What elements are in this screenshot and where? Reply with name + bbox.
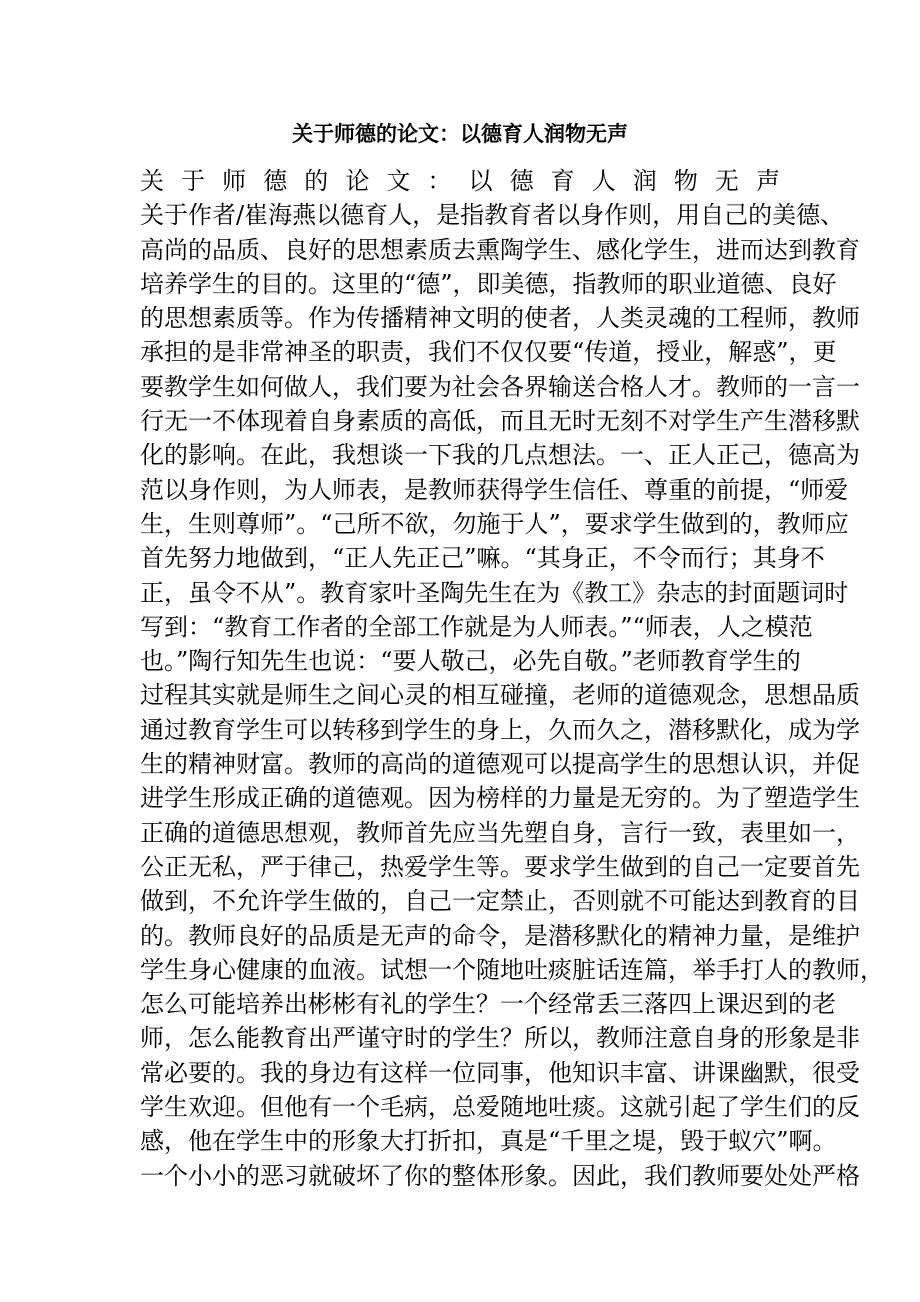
document-title: 关于师德的论文：以德育人润物无声	[292, 122, 628, 146]
body-line: 关于作者/崔海燕以德育人，是指教育者以身作则，用自己的美德、	[140, 201, 845, 230]
body-line: 高尚的品质、良好的思想素质去熏陶学生、感化学生，进而达到教育	[140, 235, 860, 264]
body-line: 学生欢迎。但他有一个毛病，总爱随地吐痰。这就引起了学生们的反	[140, 1093, 860, 1122]
body-line: 化的影响。在此，我想谈一下我的几点想法。一、正人正己，德高为	[140, 441, 860, 470]
body-line: 行无一不体现着自身素质的高低，而且无时无刻不对学生产生潜移默	[140, 407, 860, 436]
body-line: 怎么可能培养出彬彬有礼的学生？一个经常丢三落四上课迟到的老	[140, 990, 836, 1019]
body-line: 感，他在学生中的形象大打折扣，真是“千里之堤，毁于蚁穴”啊。	[140, 1127, 837, 1156]
body-line: 过程其实就是师生之间心灵的相互碰撞，老师的道德观念，思想品质	[140, 681, 860, 710]
body-line: 的。教师良好的品质是无声的命令，是潜移默化的精神力量，是维护	[140, 921, 860, 950]
body-line: 首先努力地做到，“正人先正己”嘛。“其身正，不令而行；其身不	[140, 544, 825, 573]
body-line: 师，怎么能教育出严谨守时的学生？所以，教师注意自身的形象是非	[140, 1024, 860, 1053]
body-line: 写到：“教育工作者的全部工作就是为人师表。”“师表，人之模范	[140, 612, 813, 641]
body-line: 培养学生的目的。这里的“德”，即美德，指教师的职业道德、良好	[140, 269, 837, 298]
body-paragraph	[140, 198, 884, 1193]
body-line: 一个小小的恶习就破坏了你的整体形象。因此，我们教师要处处严格	[140, 1161, 860, 1190]
body-line: 通过教育学生可以转移到学生的身上，久而久之，潜移默化，成为学	[140, 715, 860, 744]
body-line: 公正无私，严于律己，热爱学生等。要求学生做到的自己一定要首先	[140, 852, 860, 881]
body-line: 承担的是非常神圣的职责，我们不仅仅要“传道，授业，解惑”，更	[140, 338, 837, 367]
body-line: 常必要的。我的身边有这样一位同事，他知识丰富、讲课幽默，很受	[140, 1058, 860, 1087]
body-line: 范以身作则，为人师表，是教师获得学生信任、尊重的前提，“师爱	[140, 475, 849, 504]
body-line: 也。”陶行知先生也说：“要人敬己，必先自敬。”老师教育学生的	[140, 647, 801, 676]
document-subtitle: 关于师德的论文：以德育人润物无声	[140, 167, 780, 195]
body-line: 正确的道德思想观，教师首先应当先塑自身，言行一致，表里如一，	[140, 818, 860, 847]
body-line: 正，虽令不从”。教育家叶圣陶先生在为《教工》杂志的封面题词时	[140, 578, 849, 607]
body-line: 生，生则尊师”。“己所不欲，勿施于人”，要求学生做到的，教师应	[140, 509, 849, 538]
body-line: 学生身心健康的血液。试想一个随地吐痰脏话连篇，举手打人的教师，	[140, 955, 884, 984]
body-line: 要教学生如何做人，我们要为社会各界输送合格人才。教师的一言一	[140, 372, 860, 401]
document-body	[140, 164, 884, 1193]
body-line: 的思想素质等。作为传播精神文明的使者，人类灵魂的工程师，教师	[140, 304, 860, 333]
body-line: 进学生形成正确的道德观。因为榜样的力量是无穷的。为了塑造学生	[140, 784, 860, 813]
body-line: 做到，不允许学生做的，自己一定禁止，否则就不可能达到教育的目	[140, 887, 860, 916]
body-line: 生的精神财富。教师的高尚的道德观可以提高学生的思想认识，并促	[140, 750, 860, 779]
